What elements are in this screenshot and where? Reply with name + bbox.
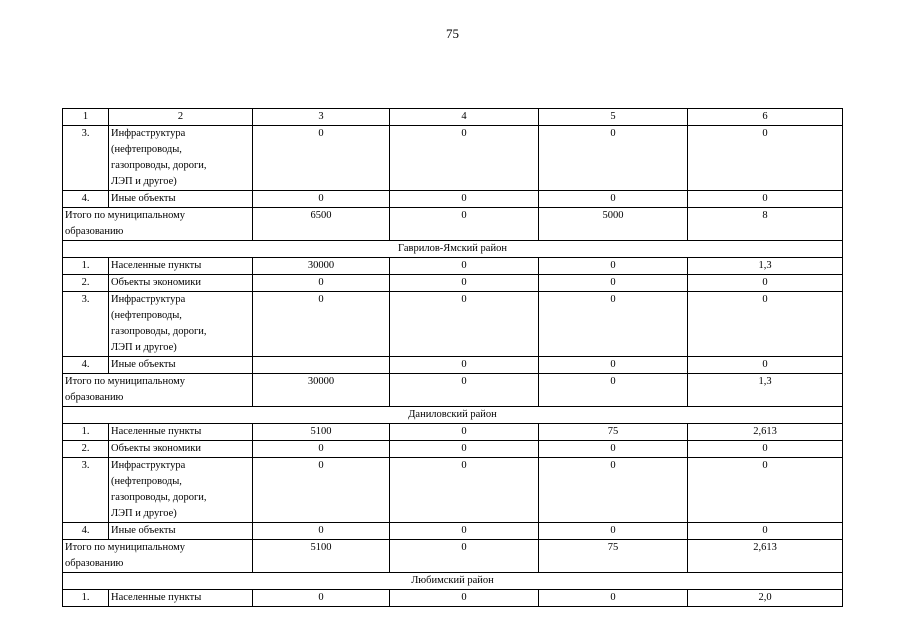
- value-cell-col6: 0: [688, 292, 843, 357]
- value-cell-col5: 5000: [539, 208, 688, 241]
- value-cell-col5: 0: [539, 357, 688, 374]
- value-cell-col4: 0: [390, 191, 539, 208]
- value-cell-col4: 0: [390, 590, 539, 607]
- value-cell-col6: 0: [688, 458, 843, 523]
- row-number: 1.: [63, 590, 109, 607]
- row-number: 1.: [63, 424, 109, 441]
- value-cell-col4: 0: [390, 275, 539, 292]
- value-cell-col6: 1,3: [688, 374, 843, 407]
- total-row: [63, 540, 843, 573]
- value-cell-col3: 0: [253, 292, 390, 357]
- object-type: Иные объекты: [109, 357, 253, 374]
- value-cell-col6: 0: [688, 275, 843, 292]
- header-cell-1: 1: [63, 109, 109, 126]
- value-cell-col3: 5100: [253, 424, 390, 441]
- table-row: [63, 126, 843, 191]
- value-cell-col6: 0: [688, 126, 843, 191]
- value-cell-col5: 0: [539, 191, 688, 208]
- value-cell-col5: 0: [539, 126, 688, 191]
- row-number: 3.: [63, 126, 109, 191]
- value-cell-col6: 0: [688, 357, 843, 374]
- value-cell-col3: [253, 357, 390, 374]
- total-label: Итого по муниципальному образованию: [63, 540, 253, 573]
- value-cell-col4: 0: [390, 126, 539, 191]
- section-row: [63, 573, 843, 590]
- value-cell-col4: 0: [390, 424, 539, 441]
- value-cell-col5: 0: [539, 441, 688, 458]
- header-cell-3: 3: [253, 109, 390, 126]
- value-cell-col4: 0: [390, 208, 539, 241]
- section-title: Гаврилов-Ямский район: [63, 241, 843, 258]
- total-label: Итого по муниципальному образованию: [63, 374, 253, 407]
- value-cell-col4: 0: [390, 441, 539, 458]
- table-row: [63, 590, 843, 607]
- header-cell-6: 6: [688, 109, 843, 126]
- object-type: Инфраструктура (нефтепроводы, газопроводы, дороги, ЛЭП и другое): [109, 126, 253, 191]
- value-cell-col6: 2,613: [688, 424, 843, 441]
- table-row: [63, 523, 843, 540]
- value-cell-col6: 0: [688, 441, 843, 458]
- row-number: 4.: [63, 523, 109, 540]
- value-cell-col5: 0: [539, 258, 688, 275]
- value-cell-col3: 30000: [253, 258, 390, 275]
- value-cell-col6: 0: [688, 191, 843, 208]
- value-cell-col3: 30000: [253, 374, 390, 407]
- row-number: 4.: [63, 191, 109, 208]
- value-cell-col4: 0: [390, 374, 539, 407]
- object-type: Объекты экономики: [109, 441, 253, 458]
- value-cell-col4: 0: [390, 540, 539, 573]
- object-type: Иные объекты: [109, 523, 253, 540]
- row-number: 3.: [63, 458, 109, 523]
- header-cell-2: 2: [109, 109, 253, 126]
- value-cell-col3: 0: [253, 441, 390, 458]
- row-number: 1.: [63, 258, 109, 275]
- section-title: Любимский район: [63, 573, 843, 590]
- object-type: Объекты экономики: [109, 275, 253, 292]
- value-cell-col3: 0: [253, 590, 390, 607]
- object-type: Населенные пункты: [109, 258, 253, 275]
- value-cell-col6: 1,3: [688, 258, 843, 275]
- value-cell-col6: 2,0: [688, 590, 843, 607]
- section-row: [63, 241, 843, 258]
- value-cell-col3: 5100: [253, 540, 390, 573]
- table-row: [63, 424, 843, 441]
- value-cell-col3: 0: [253, 126, 390, 191]
- row-number: 3.: [63, 292, 109, 357]
- value-cell-col6: 0: [688, 523, 843, 540]
- value-cell-col5: 0: [539, 590, 688, 607]
- value-cell-col5: 0: [539, 275, 688, 292]
- value-cell-col3: 0: [253, 275, 390, 292]
- value-cell-col3: 6500: [253, 208, 390, 241]
- value-cell-col5: 0: [539, 523, 688, 540]
- value-cell-col5: 0: [539, 458, 688, 523]
- table-row: [63, 191, 843, 208]
- value-cell-col4: 0: [390, 258, 539, 275]
- value-cell-col5: 75: [539, 424, 688, 441]
- object-type: Иные объекты: [109, 191, 253, 208]
- object-type: Инфраструктура (нефтепроводы, газопроводы, дороги, ЛЭП и другое): [109, 458, 253, 523]
- table-row: [63, 275, 843, 292]
- total-row: [63, 208, 843, 241]
- row-number: 4.: [63, 357, 109, 374]
- value-cell-col3: 0: [253, 191, 390, 208]
- value-cell-col4: 0: [390, 357, 539, 374]
- value-cell-col3: 0: [253, 523, 390, 540]
- table-row: [63, 357, 843, 374]
- value-cell-col5: 0: [539, 374, 688, 407]
- page-number: 75: [446, 26, 459, 41]
- value-cell-col4: 0: [390, 292, 539, 357]
- value-cell-col5: 0: [539, 292, 688, 357]
- object-type: Населенные пункты: [109, 590, 253, 607]
- data-table: [62, 108, 843, 607]
- value-cell-col6: 8: [688, 208, 843, 241]
- header-cell-4: 4: [390, 109, 539, 126]
- table-body: [63, 109, 843, 607]
- table-row: [63, 258, 843, 275]
- value-cell-col5: 75: [539, 540, 688, 573]
- table-row: [63, 441, 843, 458]
- table-row: [63, 292, 843, 357]
- table-row: [63, 458, 843, 523]
- total-label: Итого по муниципальному образованию: [63, 208, 253, 241]
- object-type: Инфраструктура (нефтепроводы, газопроводы, дороги, ЛЭП и другое): [109, 292, 253, 357]
- total-row: [63, 374, 843, 407]
- object-type: Населенные пункты: [109, 424, 253, 441]
- row-number: 2.: [63, 441, 109, 458]
- header-cell-5: 5: [539, 109, 688, 126]
- value-cell-col4: 0: [390, 458, 539, 523]
- section-title: Даниловский район: [63, 407, 843, 424]
- section-row: [63, 407, 843, 424]
- row-number: 2.: [63, 275, 109, 292]
- header-row: [63, 109, 843, 126]
- value-cell-col6: 2,613: [688, 540, 843, 573]
- value-cell-col4: 0: [390, 523, 539, 540]
- value-cell-col3: 0: [253, 458, 390, 523]
